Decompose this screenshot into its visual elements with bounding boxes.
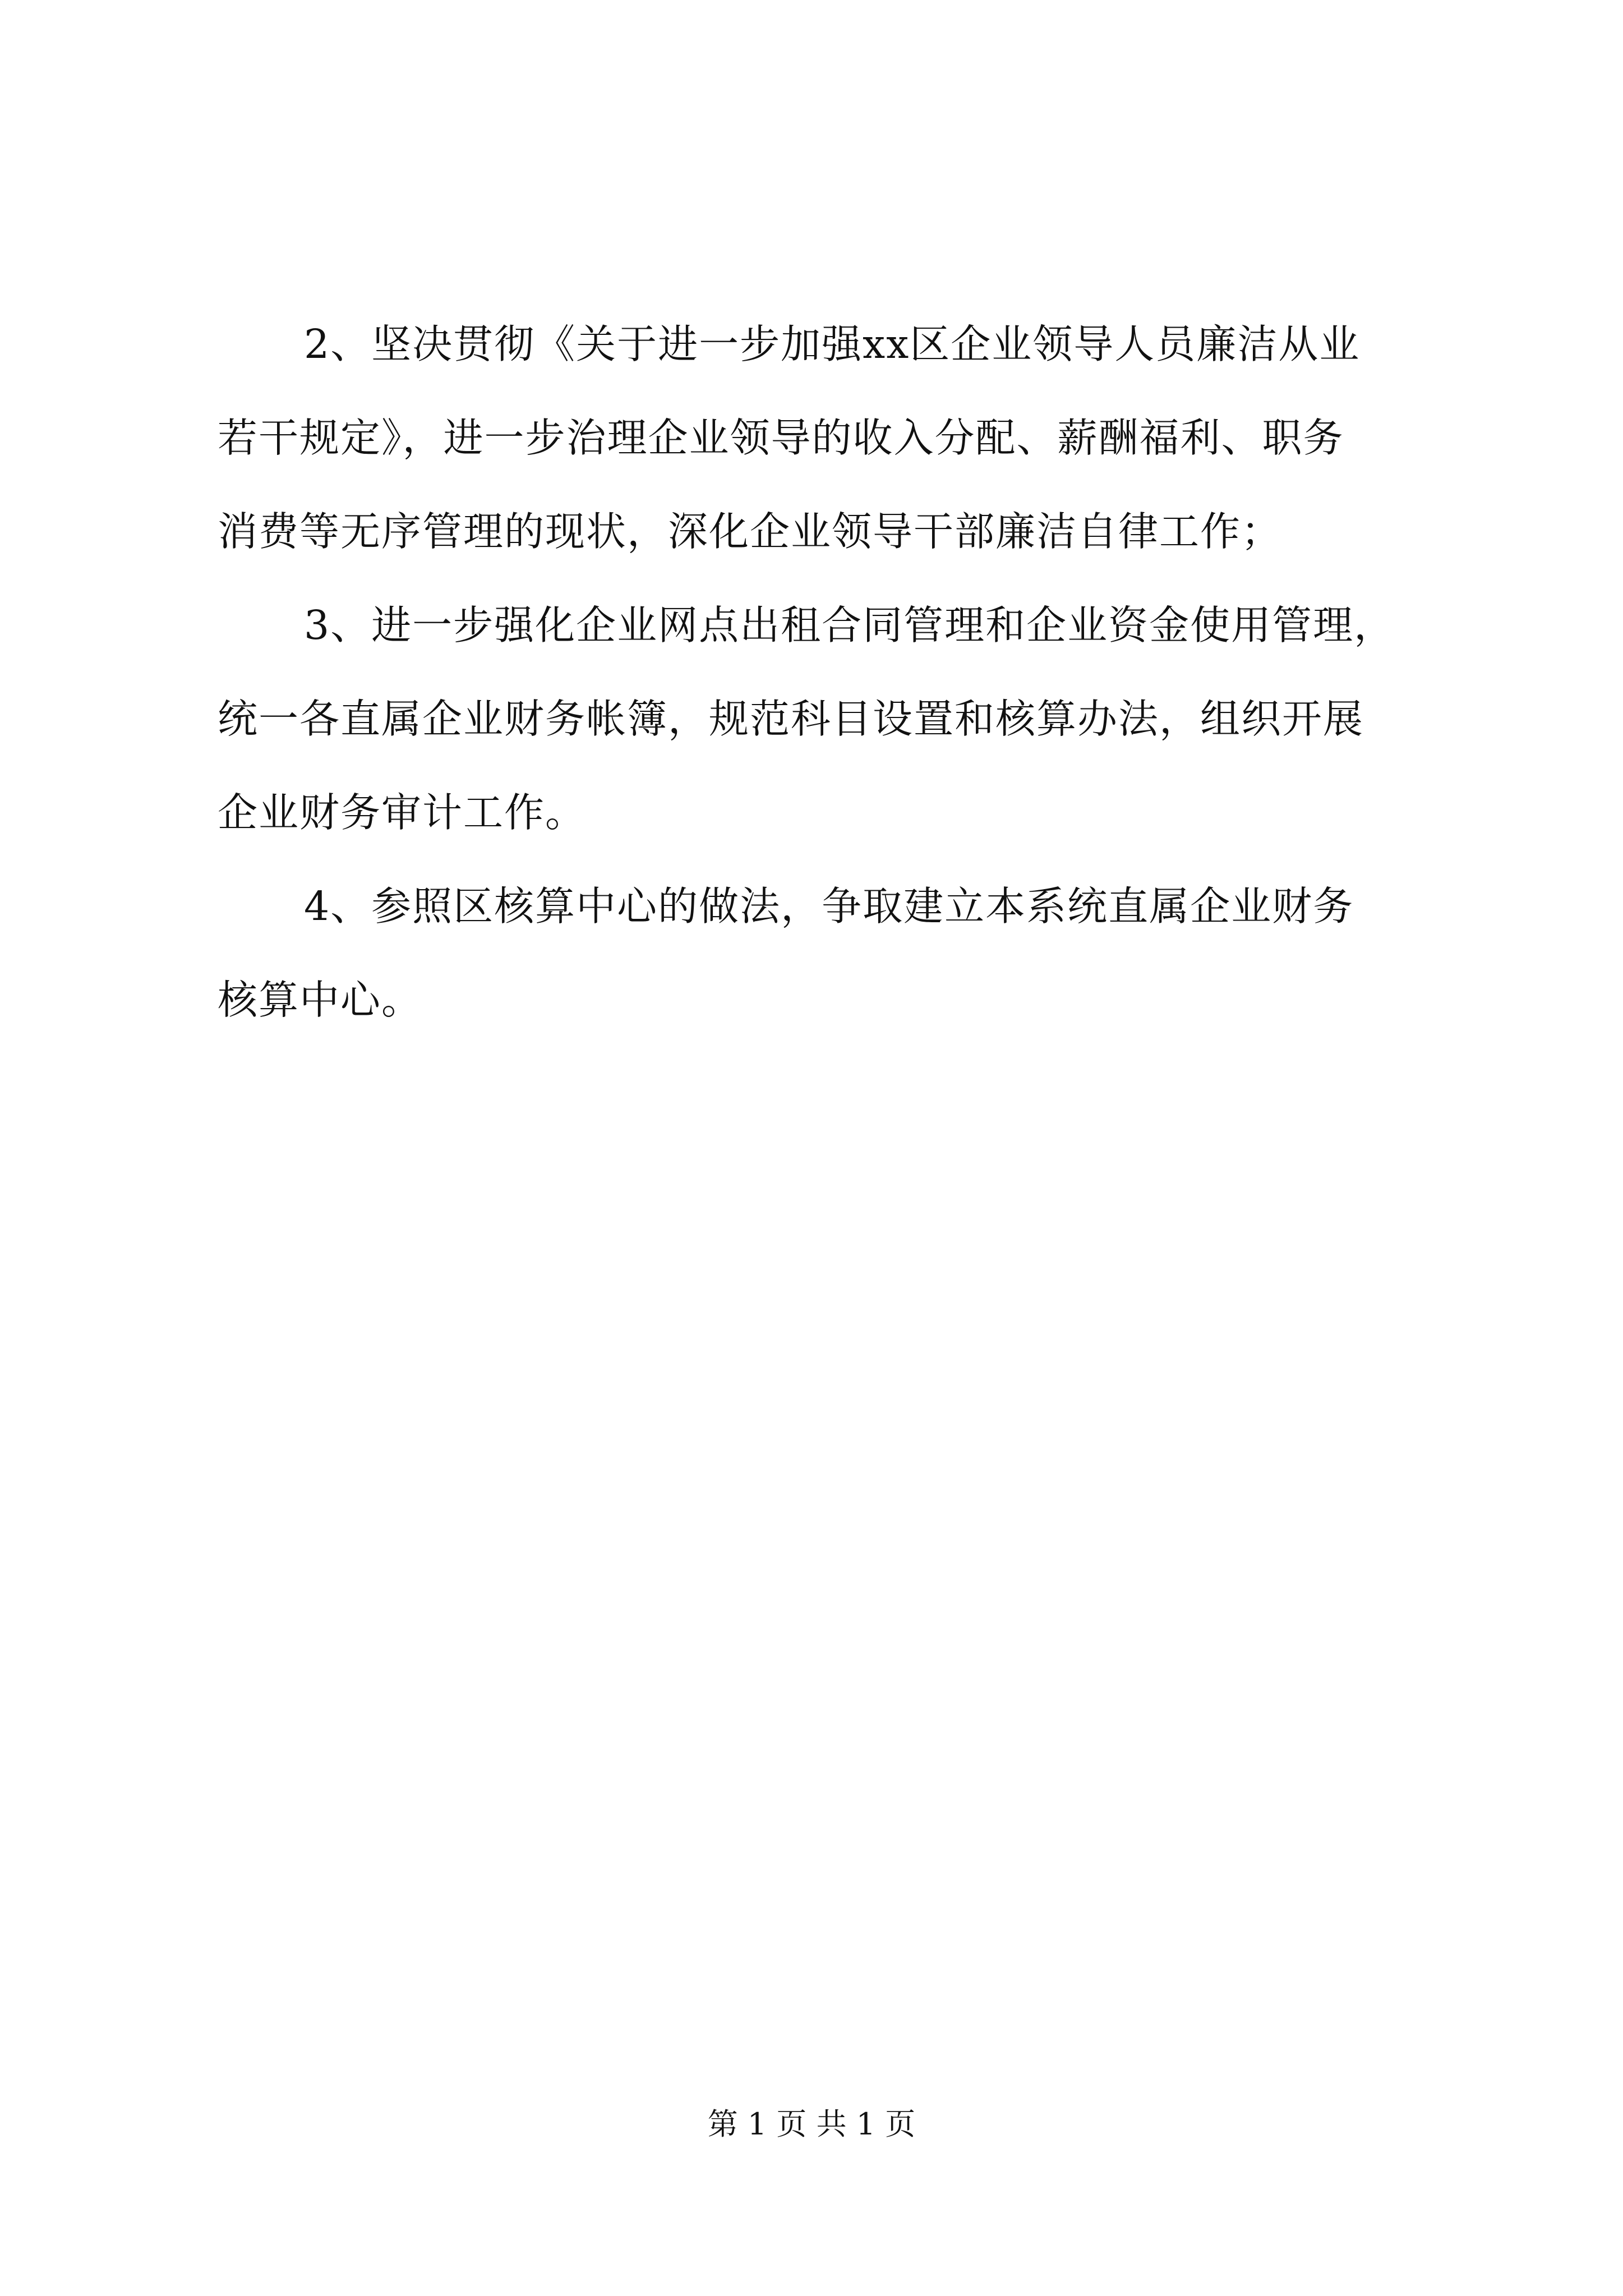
paragraph-line: 4、参照区核算中心的做法，争取建立本系统直属企业财务 (304, 883, 1354, 930)
paragraph-line: 若干规定》，进一步治理企业领导的收入分配、薪酬福利、职务 (218, 415, 1344, 461)
page-number-footer: 第 1 页 共 1 页 (707, 2106, 916, 2142)
paragraph-line: 核算中心。 (218, 977, 423, 1023)
paragraph-line: 企业财务审计工作。 (218, 789, 587, 836)
paragraph-line: 统一各直属企业财务帐簿，规范科目设置和核算办法，组织开展 (218, 696, 1364, 742)
paragraph-line: 消费等无序管理的现状，深化企业领导干部廉洁自律工作； (218, 508, 1283, 555)
paragraph-line: 3、进一步强化企业网点出租合同管理和企业资金使用管理， (304, 602, 1395, 648)
paragraph-3 (218, 578, 1423, 859)
paragraph-4 (218, 859, 1423, 1047)
paragraph-line: 2、坚决贯彻《关于进一步加强xx区企业领导人员廉洁从业 (304, 321, 1361, 367)
paragraph-2 (218, 297, 1423, 578)
document-body (218, 297, 1423, 1047)
